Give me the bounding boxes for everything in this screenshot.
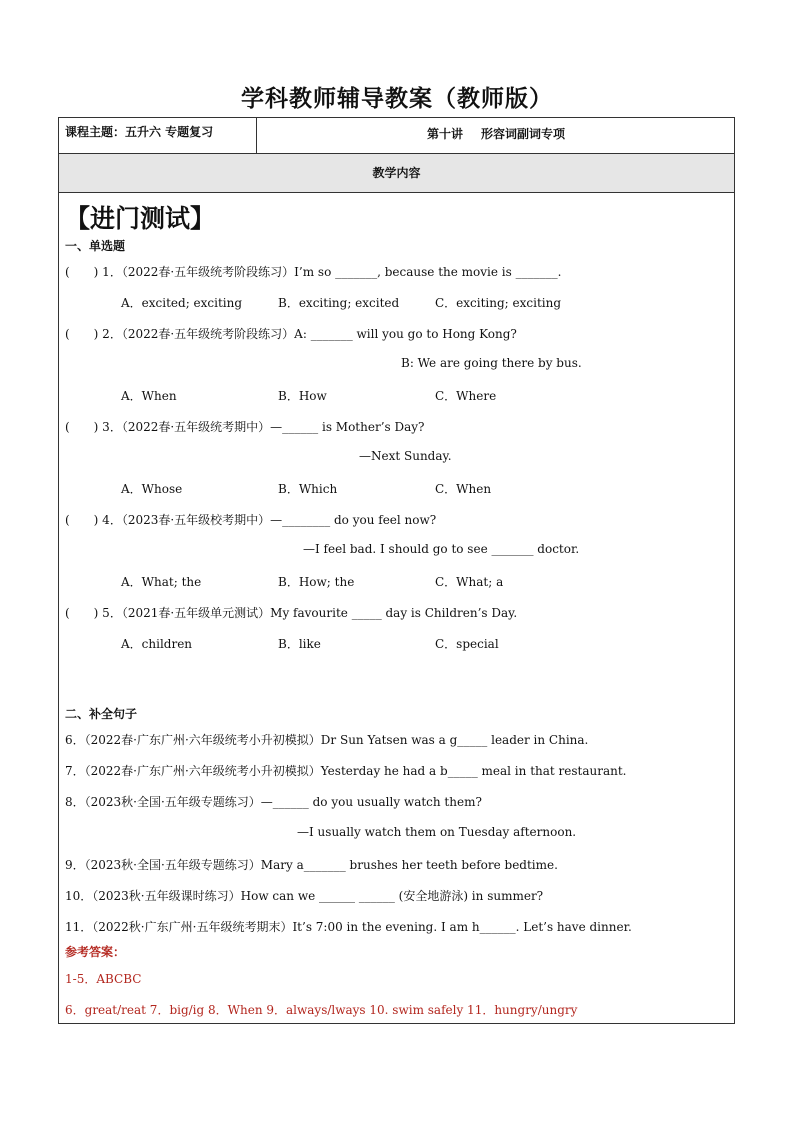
lesson-table (58, 117, 735, 1024)
question-3: ( ) 3．（2022春·五年级统考期中）—______ is Mother’s Day? (65, 420, 425, 434)
question-1: ( ) 1．（2022春·五年级统考阶段练习）I’m so _______, because the movie is _______. (65, 265, 562, 279)
lecture-number: 第十讲 (426, 127, 463, 141)
q5-option-c: C．special (435, 637, 499, 651)
q2-option-a: A．When (121, 389, 177, 403)
question-4: ( ) 4．（2023春·五年级校考期中）—________ do you feel now? (65, 513, 437, 527)
lecture-topic: 形容词副词专项 (481, 127, 566, 141)
question-5: ( ) 5．（2021春·五年级单元测试）My favourite _____ day is Children’s Day. (65, 606, 518, 620)
question-4-reply: —I feel bad. I should go to see _______ doctor. (303, 542, 580, 556)
answers-line-1: 1-5．ABCBC (65, 972, 142, 986)
question-6: 6．（2022春·广东广州·六年级统考小升初模拟）Dr Sun Yatsen was a g_____ leader in China. (65, 733, 589, 747)
q3-option-a: A．Whose (121, 482, 183, 496)
q4-option-c: C．What; a (435, 575, 504, 589)
q5-option-b: B．like (278, 637, 321, 651)
question-11: 11．（2022秋·广东广州·五年级统考期末）It’s 7:00 in the evening. I am h______. Let’s have dinner. (65, 920, 632, 934)
part2-title: 二、补全句子 (65, 707, 138, 721)
course-label: 课程主题：五升六 专题复习 (59, 118, 257, 153)
question-7: 7．（2022春·广东广州·六年级统考小升初模拟）Yesterday he had a b_____ meal in that restaurant. (65, 764, 627, 778)
q1-option-b: B．exciting; excited (278, 296, 400, 310)
content-label-row: 教学内容 (59, 154, 734, 193)
question-3-reply: —Next Sunday. (359, 449, 452, 463)
q4-option-b: B．How; the (278, 575, 355, 589)
q4-option-a: A．What; the (121, 575, 202, 589)
question-9: 9．（2023秋·全国·五年级专题练习）Mary a_______ brushes her teeth before bedtime. (65, 858, 558, 872)
q1-option-a: A．excited; exciting (121, 296, 243, 310)
q1-option-c: C．exciting; exciting (435, 296, 562, 310)
q2-option-c: C．Where (435, 389, 497, 403)
section-heading: 【进门测试】 (65, 204, 216, 233)
question-2: ( ) 2．（2022春·五年级统考阶段练习）A: _______ will you go to Hong Kong? (65, 327, 517, 341)
q2-option-b: B．How (278, 389, 327, 403)
question-10: 10．（2023秋·五年级课时练习）How can we ______ ______ (安全地游泳) in summer? (65, 889, 544, 903)
q3-option-b: B．Which (278, 482, 338, 496)
answers-label: 参考答案： (65, 945, 126, 959)
question-8-reply: —I usually watch them on Tuesday afternoon. (297, 825, 577, 839)
q3-option-c: C．When (435, 482, 492, 496)
q5-option-a: A．children (121, 637, 193, 651)
lecture-cell (258, 118, 734, 153)
header-row (59, 118, 734, 154)
question-2-reply: B: We are going there by bus. (401, 356, 582, 370)
question-8: 8．（2023秋·全国·五年级专题练习）—______ do you usually watch them? (65, 795, 482, 809)
page-title: 学科教师辅导教案（教师版） (241, 86, 553, 112)
part1-title: 一、单选题 (65, 239, 126, 253)
answers-line-2: 6．great/reat 7．big/ig 8．When 9．always/lways 10. swim safely 11．hungry/ungry (65, 1003, 578, 1017)
